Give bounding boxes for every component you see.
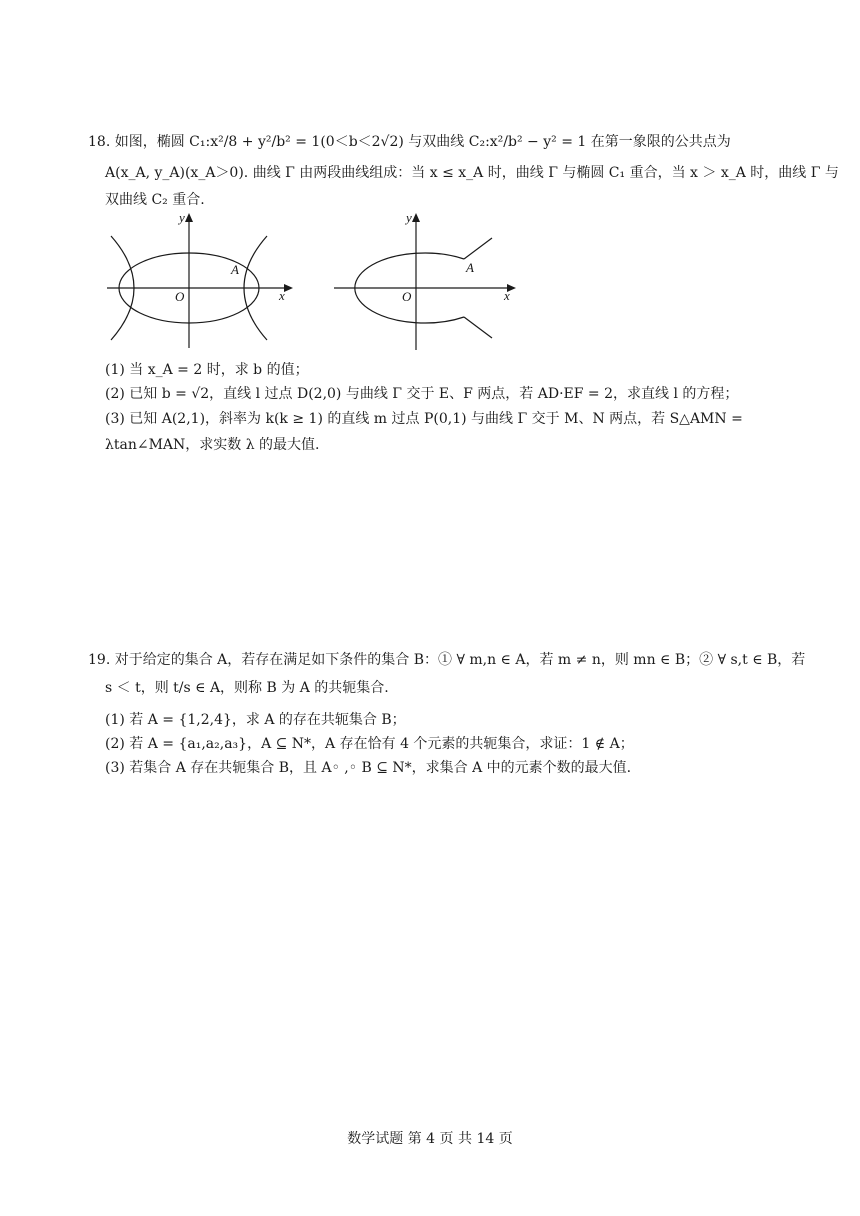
q18-part-3-b: λtan∠MAN，求实数 λ 的最大值. [105,437,320,453]
page-footer: 数学试题 第 4 页 共 14 页 [347,1131,513,1147]
fig2-y-label: y [406,210,412,225]
fig2-origin-label: O [402,289,412,304]
q19-line-2: s ＜ t，则 t/s ∈ A，则称 B 为 A 的共轭集合. [105,680,389,696]
q18-line-3: 双曲线 C₂ 重合. [105,192,205,208]
fig2-x-label: x [504,288,510,303]
fig1-x-label: x [279,288,285,303]
q18-part-2: (2) 已知 b = √2，直线 l 过点 D(2,0) 与曲线 Γ 交于 E、F 两点，若 AD·EF = 2，求直线 l 的方程； [105,386,739,402]
q18-part-1: (1) 当 x_A = 2 时，求 b 的值； [105,362,309,378]
q19-line-1: 19. 对于给定的集合 A，若存在满足如下条件的集合 B：① ∀ m,n ∈ A，若 m ≠ n，则 mn ∈ B；② ∀ s,t ∈ B，若 [88,652,806,668]
q18-line-1: 18. 如图，椭圆 C₁:x²/8 + y²/b² = 1(0＜b＜2√2) 与双曲线 C₂:x²/b² − y² = 1 在第一象限的公共点为 [88,134,731,150]
q19-part-1: (1) 若 A = {1,2,4}，求 A 的存在共轭集合 B； [105,712,406,728]
fig1-point-a-label: A [231,262,239,277]
fig2-point-a-label: A [466,260,474,275]
fig1-origin-label: O [175,289,185,304]
figure-ellipse-hyperbola [103,208,299,356]
q18-line-2: A(x_A, y_A)(x_A＞0). 曲线 Γ 由两段曲线组成：当 x ≤ x_A 时，曲线 Γ 与椭圆 C₁ 重合，当 x ＞ x_A 时，曲线 Γ 与 [105,165,839,181]
fig1-y-label: y [179,210,185,225]
figure-curve-gamma [330,208,526,356]
q19-part-2: (2) 若 A = {a₁,a₂,a₃}，A ⊆ N*，A 存在恰有 4 个元素的共轭集合，求证：1 ∉ A； [105,736,634,752]
q19-part-3: (3) 若集合 A 存在共轭集合 B，且 A◦ ,◦ B ⊆ N*，求集合 A 中的元素个数的最大值. [105,760,632,776]
q18-part-3-a: (3) 已知 A(2,1)，斜率为 k(k ≥ 1) 的直线 m 过点 P(0,1) 与曲线 Γ 交于 M、N 两点，若 S△AMN = [105,411,743,427]
